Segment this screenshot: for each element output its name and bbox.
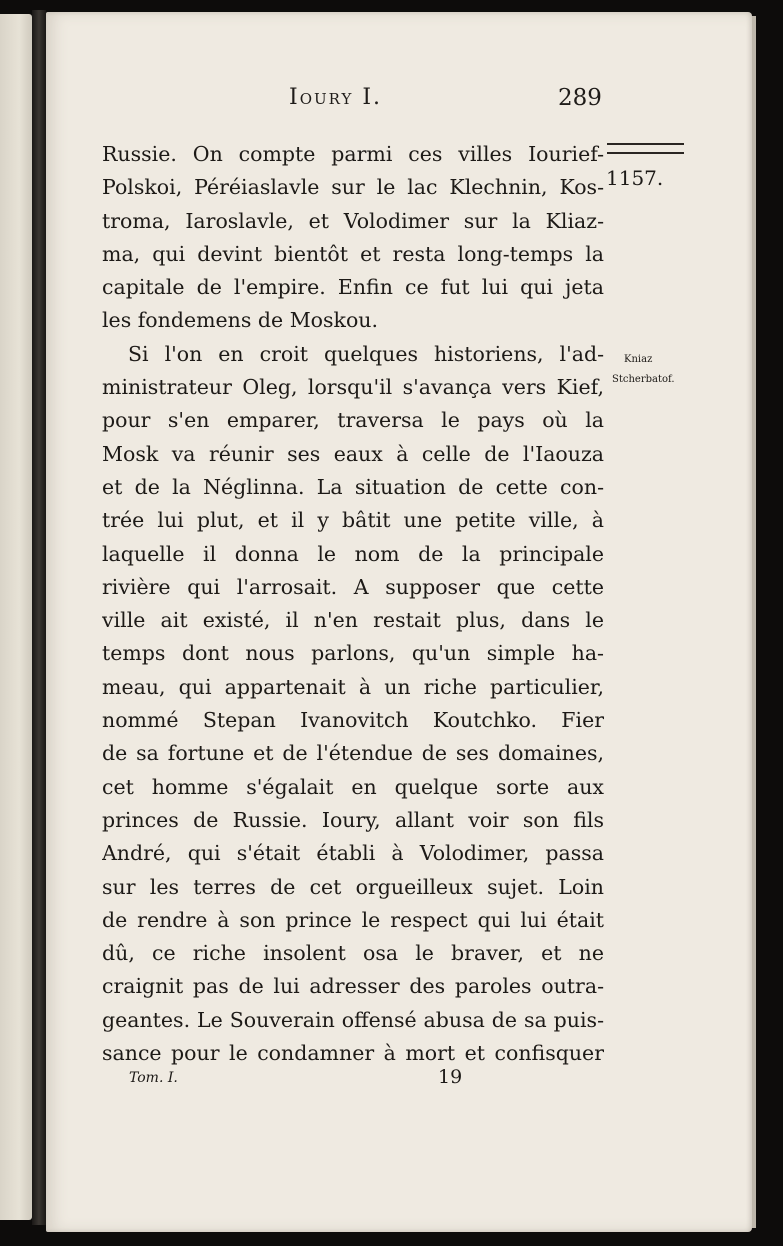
text-line: sur les terres de cet orgueilleux sujet. Loin (102, 874, 604, 899)
text-line: Russie. On compte parmi ces villes Iourief- (102, 142, 604, 166)
text-line: ministrateur Oleg, lorsqu'il s'avança vers Kief, (102, 375, 604, 400)
text-line: les fondemens de Moskou. (102, 308, 379, 333)
text-line: temps dont nous parlons, qu'un simple ha- (102, 641, 604, 666)
running-head-title: Ioury I. (289, 85, 383, 110)
text-line: cet homme s'égalait en quelque sorte aux (102, 774, 604, 799)
facing-page-edge (0, 14, 32, 1220)
text-line: trée lui plut, et il y bâtit une petite ville, à (102, 508, 604, 533)
text-line: meau, qui appartenait à un riche particulier, (102, 674, 604, 699)
text-line: troma, Iaroslavle, et Volodimer sur la Kliaz- (102, 208, 604, 233)
text-line: Mosk va réunir ses eaux à celle de l'Iaouza (102, 441, 604, 466)
text-line: Si l'on en croit quelques historiens, l'ad- (128, 341, 604, 366)
page-footer (46, 1066, 752, 1100)
body-text (102, 138, 604, 1070)
text-line: et de la Néglinna. La situation de cette con- (102, 474, 604, 499)
page-fore-edge (752, 16, 756, 1228)
text-line: princes de Russie. Ioury, allant voir son fils (102, 807, 604, 832)
text-line: dû, ce riche insolent osa le braver, et ne (102, 941, 604, 966)
margin-note-line: Kniaz (624, 354, 653, 365)
tome-label: Tom. I. (129, 1070, 178, 1086)
text-line: rivière qui l'arrosait. A supposer que cette (102, 574, 604, 599)
text-line: laquelle il donna le nom de la principale (102, 541, 604, 566)
book-gutter (32, 10, 46, 1225)
text-line: André, qui s'était établi à Volodimer, passa (102, 841, 604, 866)
margin-double-rule (607, 143, 684, 154)
signature-mark: 19 (438, 1066, 463, 1088)
page-number: 289 (558, 85, 602, 111)
text-line: ville ait existé, il n'en restait plus, dans le (102, 608, 604, 633)
text-line: sance pour le condamner à mort et confisquer (102, 1041, 604, 1066)
margin-year: 1157. (606, 166, 664, 190)
text-line: Polskoi, Péréiaslavle sur le lac Klechnin, Kos- (102, 175, 604, 200)
running-head (46, 85, 752, 115)
margin-note-line: Stcherbatof. (612, 374, 675, 385)
text-line: craignit pas de lui adresser des paroles outra- (102, 974, 604, 999)
text-line: capitale de l'empire. Enfin ce fut lui qui jeta (102, 275, 604, 300)
text-line: pour s'en emparer, traversa le pays où la (102, 408, 604, 433)
text-line: ma, qui devint bientôt et resta long-temps la (102, 241, 604, 266)
text-line: de rendre à son prince le respect qui lui était (102, 907, 604, 932)
text-line: nommé Stepan Ivanovitch Koutchko. Fier (102, 708, 604, 733)
text-line: geantes. Le Souverain offensé abusa de sa puis- (102, 1007, 604, 1032)
margin-note (612, 350, 675, 390)
text-line: de sa fortune et de l'étendue de ses domaines, (102, 741, 604, 766)
